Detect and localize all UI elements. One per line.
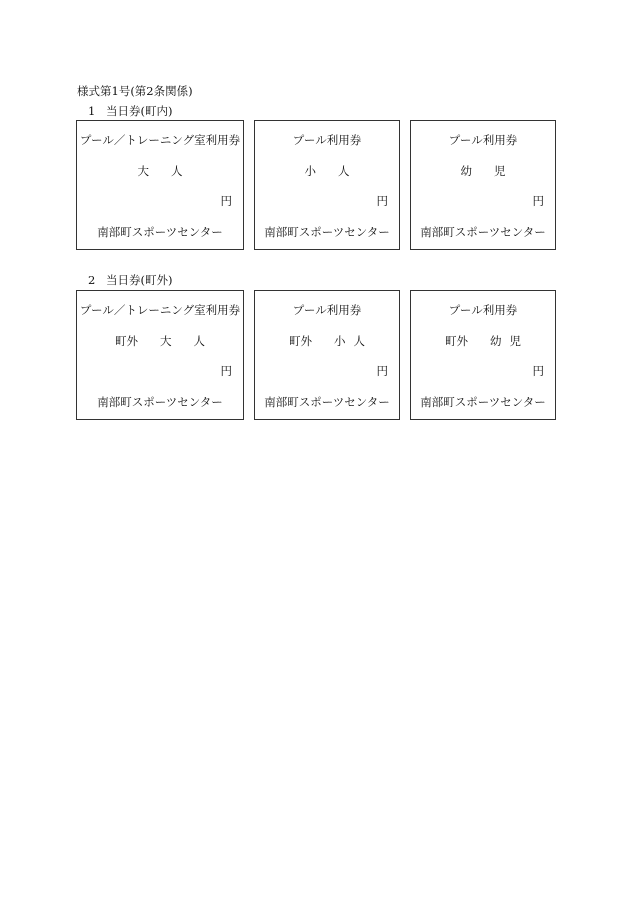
section-heading-2	[88, 272, 172, 288]
section-number: 1	[88, 104, 96, 118]
ticket-class-char-2: 人	[193, 334, 205, 348]
ticket-adult-out-of-town	[76, 290, 244, 420]
ticket-child-out-of-town	[254, 290, 400, 420]
ticket-title: プール利用券	[292, 133, 362, 147]
section-number: 2	[88, 273, 96, 287]
ticket-class	[77, 333, 243, 349]
ticket-issuer: 南部町スポーツセンター	[97, 225, 223, 239]
ticket-issuer: 南部町スポーツセンター	[97, 395, 223, 409]
ticket-class-char-2: 人	[171, 164, 183, 178]
ticket-prefix: 町外	[289, 334, 312, 348]
ticket-price-unit: 円	[532, 194, 544, 208]
ticket-class-char-1: 幼	[490, 334, 502, 348]
ticket-issuer: 南部町スポーツセンター	[420, 395, 546, 409]
ticket-title: プール利用券	[448, 133, 518, 147]
section-heading-1	[88, 103, 172, 119]
ticket-title: プール／トレーニング室利用券	[79, 303, 241, 317]
ticket-issuer: 南部町スポーツセンター	[264, 225, 390, 239]
ticket-infant-out-of-town	[410, 290, 556, 420]
ticket-price-unit: 円	[376, 194, 388, 208]
ticket-class-char-1: 大	[160, 334, 172, 348]
ticket-adult-in-town	[76, 120, 244, 250]
ticket-class	[255, 333, 399, 349]
ticket-class	[411, 163, 555, 179]
ticket-issuer: 南部町スポーツセンター	[264, 395, 390, 409]
ticket-class-char-2: 人	[353, 334, 365, 348]
ticket-class	[411, 333, 555, 349]
ticket-title: プール利用券	[448, 303, 518, 317]
ticket-price-unit: 円	[376, 364, 388, 378]
ticket-class	[77, 163, 243, 179]
ticket-class-char-2: 人	[338, 164, 350, 178]
ticket-class-char-2: 児	[509, 334, 521, 348]
form-label: 様式第1号(第2条関係)	[77, 84, 193, 98]
ticket-prefix: 町外	[115, 334, 138, 348]
ticket-price-unit: 円	[220, 194, 232, 208]
ticket-title: プール／トレーニング室利用券	[79, 133, 241, 147]
ticket-prefix: 町外	[445, 334, 468, 348]
ticket-class-char-1: 小	[334, 334, 346, 348]
ticket-child-in-town	[254, 120, 400, 250]
ticket-class-char-1: 大	[137, 164, 149, 178]
section-title: 当日券(町内)	[106, 104, 173, 118]
ticket-class-char-2: 児	[494, 164, 506, 178]
ticket-class-char-1: 小	[304, 164, 316, 178]
ticket-issuer: 南部町スポーツセンター	[420, 225, 546, 239]
ticket-price-unit: 円	[532, 364, 544, 378]
ticket-class	[255, 163, 399, 179]
section-title: 当日券(町外)	[106, 273, 173, 287]
ticket-title: プール利用券	[292, 303, 362, 317]
ticket-class-char-1: 幼	[460, 164, 472, 178]
ticket-price-unit: 円	[220, 364, 232, 378]
ticket-infant-in-town	[410, 120, 556, 250]
